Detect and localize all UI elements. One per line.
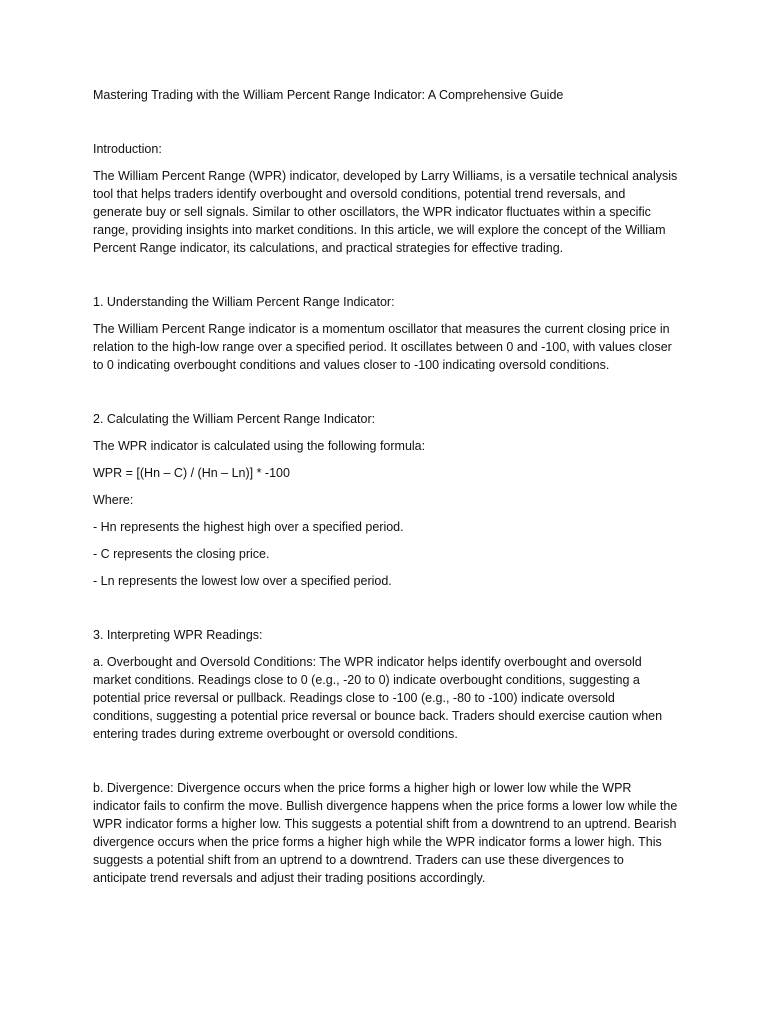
intro-heading: Introduction: xyxy=(93,142,162,156)
section-2-heading: 2. Calculating the William Percent Range Indicator: xyxy=(93,412,376,426)
wpr-formula: WPR = [(Hn – C) / (Hn – Ln)] * -100 xyxy=(93,466,290,480)
section-3a-paragraph: a. Overbought and Oversold Conditions: The WPR indicator helps identify overbought and oversold market conditions. Readings close to 0 (e.g., -20 to 0) indicate overbought conditions, suggesting a potential price reversal or pullback. Readings close to -100 (e.g., -80 to -100) indicate oversold conditions, suggesting a potential price reversal or bounce back. Traders should exercise caution when entering trades during extreme overbought or oversold conditions. xyxy=(93,655,663,741)
formula-where-label: Where: xyxy=(93,493,134,507)
section-1-paragraph: The William Percent Range indicator is a momentum oscillator that measures the current closing price in relation to the high-low range over a specified period. It oscillates between 0 and -100, with values closer to 0 indicating overbought conditions and values closer to -100 indicating oversold conditions. xyxy=(93,322,672,372)
formula-item-hn: - Hn represents the highest high over a specified period. xyxy=(93,520,404,534)
section-2-intro: The WPR indicator is calculated using the following formula: xyxy=(93,439,426,453)
intro-paragraph: The William Percent Range (WPR) indicator, developed by Larry Williams, is a versatile technical analysis tool that helps traders identify overbought and oversold conditions, potential trend reversals, and generate buy or sell signals. Similar to other oscillators, the WPR indicator fluctuates within a specific range, providing insights into market conditions. In this article, we will explore the concept of the William Percent Range indicator, its calculations, and practical strategies for effective trading. xyxy=(93,169,678,255)
formula-item-c: - C represents the closing price. xyxy=(93,547,270,561)
section-3-heading: 3. Interpreting WPR Readings: xyxy=(93,628,263,642)
formula-item-ln: - Ln represents the lowest low over a specified period. xyxy=(93,574,392,588)
document-title: Mastering Trading with the William Percent Range Indicator: A Comprehensive Guide xyxy=(93,88,564,102)
section-3b-paragraph: b. Divergence: Divergence occurs when the price forms a higher high or lower low while the WPR indicator fails to confirm the move. Bullish divergence happens when the price forms a lower low while the WPR indicator forms a higher low. This suggests a potential shift from a downtrend to an uptrend. Bearish divergence occurs when the price forms a higher high while the WPR indicator forms a lower high. This suggests a potential shift from an uptrend to a downtrend. Traders can use these divergences to anticipate trend reversals and adjust their trading positions accordingly. xyxy=(93,781,678,885)
document-content xyxy=(93,86,678,887)
section-1-heading: 1. Understanding the William Percent Range Indicator: xyxy=(93,295,395,309)
